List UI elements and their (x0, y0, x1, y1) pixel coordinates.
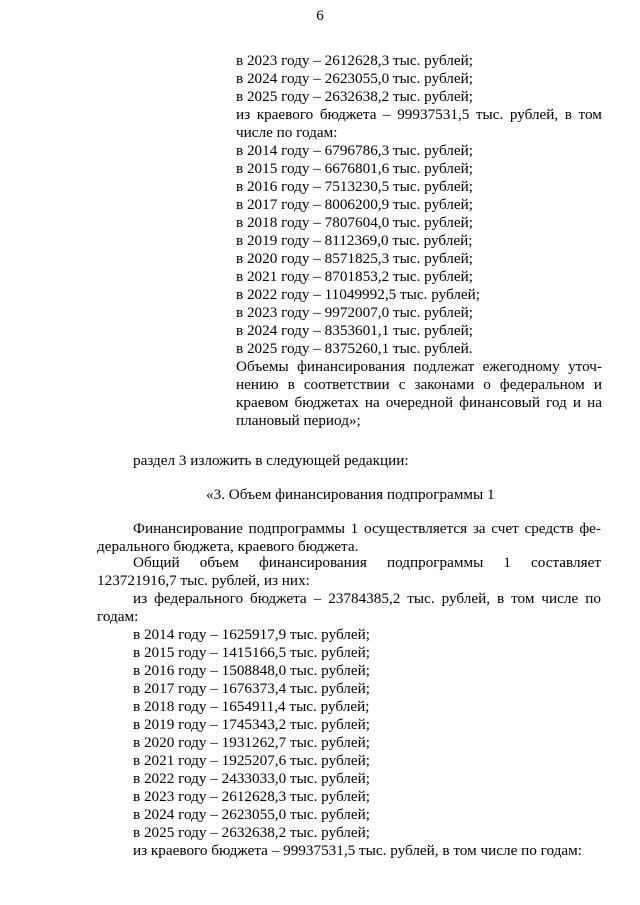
year-line: в 2015 году – 6676801,6 тыс. рублей; (236, 160, 473, 177)
word: рублей, (509, 106, 559, 123)
word: уточ- (568, 358, 602, 375)
paragraph-line (133, 520, 601, 538)
word: за (472, 520, 486, 537)
word: на (364, 394, 380, 411)
text-line: в 2023 году – 2612628,3 тыс. рублей; (236, 52, 473, 69)
right-column-block (236, 52, 602, 430)
year-line: в 2021 году – 1925207,6 тыс. рублей; (133, 752, 370, 769)
word: нению (236, 376, 279, 393)
year-line: в 2018 году – 1654911,4 тыс. рублей; (133, 698, 370, 715)
year-line: в 2022 году – 2433033,0 тыс. рублей; (133, 770, 370, 787)
word: осуществляется (363, 520, 468, 537)
word: подпрограммы (248, 520, 345, 537)
word: числе (541, 590, 579, 607)
text-line: годам: (97, 608, 139, 625)
word: в (287, 376, 295, 393)
year-line: в 2014 году – 6796786,3 тыс. рублей; (236, 142, 473, 159)
word: подпрограммы (386, 554, 484, 571)
section-heading: «3. Объем финансирования подпрограммы 1 (206, 486, 495, 503)
word: объем (199, 554, 239, 571)
word: том (578, 106, 602, 123)
page-number: 6 (316, 8, 324, 24)
word: год (546, 394, 567, 411)
word: о (483, 376, 491, 393)
word: Финансирование (133, 520, 243, 537)
word: тыс. (475, 106, 504, 123)
word: счет (491, 520, 519, 537)
word: – (383, 106, 391, 123)
year-line: в 2019 году – 8112369,0 тыс. рублей; (236, 232, 473, 249)
year-line: в 2017 году – 8006200,9 тыс. рублей; (236, 196, 473, 213)
year-line: в 2018 году – 7807604,0 тыс. рублей; (236, 214, 473, 231)
year-line: в 2014 году – 1625917,9 тыс. рублей; (133, 626, 370, 643)
word: 99937531,5 (397, 106, 470, 123)
word: федерального (154, 590, 244, 607)
year-line: в 2016 году – 1508848,0 тыс. рублей; (133, 662, 370, 679)
year-line: в 2021 году – 8701853,2 тыс. рублей; (236, 268, 473, 285)
paragraph-line: 123721916,7 тыс. рублей, из них: (97, 572, 310, 589)
text-line: числе по годам: (236, 124, 338, 141)
year-line: в 2017 году – 1676373,4 тыс. рублей; (133, 680, 370, 697)
year-line: в 2024 году – 2623055,0 тыс. рублей; (133, 806, 370, 823)
word: бюджетах (294, 394, 359, 411)
year-line: в 2025 году – 2632638,2 тыс. рублей; (133, 824, 370, 841)
word: с (398, 376, 406, 393)
word: 1 (503, 554, 511, 571)
word: из (133, 590, 148, 607)
word: тыс. (407, 590, 435, 607)
word: Общий (133, 554, 180, 571)
year-line: в 2023 году – 9972007,0 тыс. рублей; (236, 304, 473, 321)
year-line: в 2015 году – 1415166,5 тыс. рублей; (133, 644, 370, 661)
word: финансирования (297, 358, 406, 375)
word: и (593, 376, 602, 393)
note-line (236, 394, 602, 412)
word: финансирования (258, 554, 367, 571)
year-line: в 2024 году – 8353601,1 тыс. рублей; (236, 322, 473, 339)
word: и (572, 394, 581, 411)
word: из (236, 106, 251, 123)
word: бюджета (319, 106, 377, 123)
word: краевом (236, 394, 289, 411)
text-line: в 2025 году – 2632638,2 тыс. рублей; (236, 88, 473, 105)
text-line: плановый период»; (236, 412, 361, 429)
word: в (564, 106, 572, 123)
federal-intro-line (133, 590, 601, 608)
word: Объемы (236, 358, 289, 375)
word: на (587, 394, 602, 411)
year-line: в 2022 году – 11049992,5 тыс. рублей; (236, 286, 481, 303)
regional-intro-line (236, 106, 602, 124)
year-line: в 2016 году – 7513230,5 тыс. рублей; (236, 178, 473, 195)
word: рублей, (441, 590, 491, 607)
word: 1 (350, 520, 359, 537)
note-line (236, 376, 602, 394)
word: очередной (385, 394, 454, 411)
regional-bottom-line: из краевого бюджета – 99937531,5 тыс. рублей, в том числе по годам: (133, 842, 582, 859)
word: – (313, 590, 322, 607)
word: финансовый (459, 394, 540, 411)
year-line: в 2020 году – 1931262,7 тыс. рублей; (133, 734, 370, 751)
year-line: в 2020 году – 8571825,3 тыс. рублей; (236, 250, 473, 267)
word: ежегодному (482, 358, 560, 375)
note-line (236, 358, 602, 376)
word: подлежат (413, 358, 475, 375)
paragraph-line: дерального бюджета, краевого бюджета. (97, 538, 359, 555)
word: 23784385,2 (328, 590, 401, 607)
word: федеральном (499, 376, 585, 393)
word: фе- (579, 520, 601, 537)
word: средств (524, 520, 574, 537)
section-instruction: раздел 3 изложить в следующей редакции: (133, 452, 409, 469)
word: бюджета (250, 590, 307, 607)
word: том (511, 590, 535, 607)
word: краевого (256, 106, 314, 123)
word: по (585, 590, 601, 607)
word: составляет (531, 554, 601, 571)
word: соответствии (303, 376, 390, 393)
word: в (496, 590, 505, 607)
paragraph-line (133, 554, 601, 572)
year-line: в 2019 году – 1745343,2 тыс. рублей; (133, 716, 370, 733)
year-line: в 2023 году – 2612628,3 тыс. рублей; (133, 788, 370, 805)
word: законами (414, 376, 475, 393)
text-line: в 2024 году – 2623055,0 тыс. рублей; (236, 70, 473, 87)
year-line: в 2025 году – 8375260,1 тыс. рублей. (236, 340, 473, 357)
